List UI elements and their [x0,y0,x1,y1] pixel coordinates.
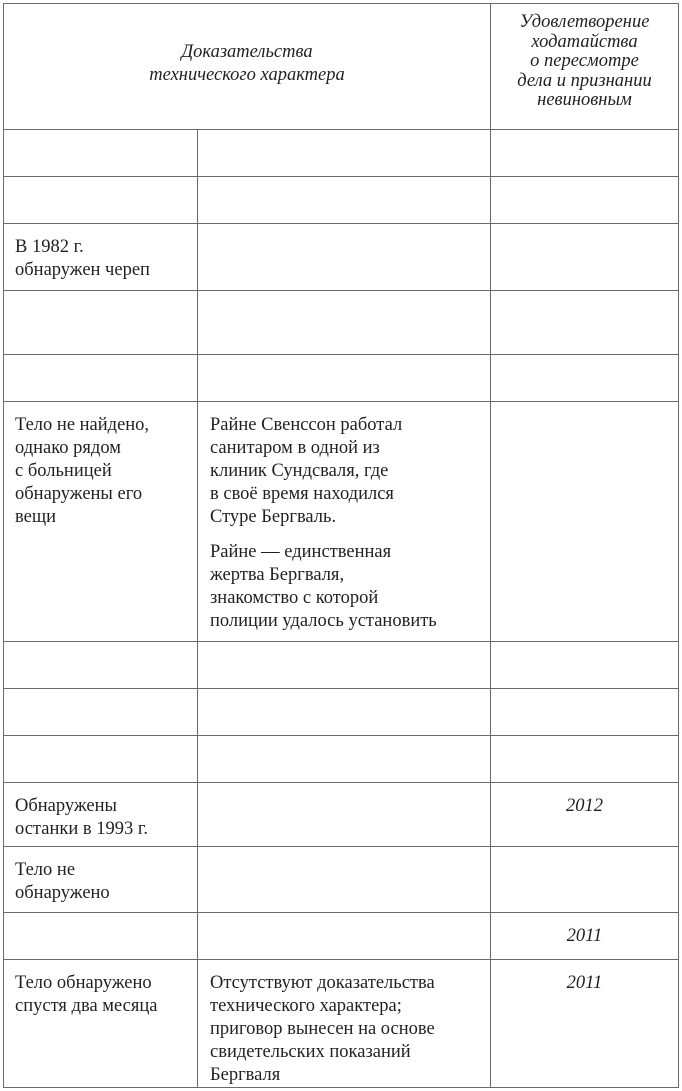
evidence-cell [4,291,198,354]
detail-cell [198,689,491,736]
year-cell [491,401,679,641]
year-cell [491,291,679,354]
detail-cell [198,130,491,177]
table-row [4,177,679,224]
evidence-cell [4,642,198,689]
year-cell [491,689,679,736]
header-line: невиновным [537,90,632,110]
table-row [4,847,679,912]
header-line: Удовлетворение [519,12,650,32]
year-cell [491,847,679,912]
evidence-cell [4,847,198,912]
detail-cell [198,736,491,783]
evidence-cell [4,736,198,783]
text-line: клиник Сундсваля, где [210,460,389,481]
paragraph [210,541,484,633]
text-line: приговор вынесен на основе [210,1018,435,1039]
text-line: В 1982 г. [15,237,84,258]
table-row [4,912,679,959]
evidence-cell [4,177,198,224]
text-line: с больницей [15,460,112,481]
retrial-header [491,4,679,130]
year-cell: 2011 [491,912,679,959]
table-row [4,689,679,736]
detail-cell [198,783,491,847]
header-line: технического характера [149,64,345,85]
evidence-cell [4,689,198,736]
evidence-cell [4,401,198,641]
detail-cell [198,847,491,912]
table-row [4,291,679,354]
text-line: технического характера; [210,995,402,1016]
year-cell: 2011 [491,959,679,1087]
year-cell [491,224,679,291]
table-row [4,783,679,847]
table-row [4,959,679,1087]
year-cell: 2012 [491,783,679,847]
text-line: Обнаружены [15,796,117,817]
text-line: знакомство с которой [210,587,379,608]
detail-cell [198,177,491,224]
evidence-cell [4,224,198,291]
text-line: Бергваля [210,1064,281,1085]
detail-cell [198,959,491,1087]
evidence-cell [4,912,198,959]
header-line: о пересмотре [530,51,639,71]
table-row [4,642,679,689]
text-line: спустя два месяца [15,995,158,1016]
detail-cell [198,912,491,959]
detail-cell [198,224,491,291]
table-row [4,130,679,177]
text-line: обнаружены его [15,483,143,504]
table-row [4,736,679,783]
table-row [4,224,679,291]
text-line: останки в 1993 г. [15,819,148,840]
evidence-cell [4,354,198,401]
text-line: Райне Свенссон работал [210,414,403,435]
text-line: Стуре Бергваль. [210,506,337,527]
text-line: обнаружен череп [15,260,150,281]
detail-cell [198,291,491,354]
evidence-cell [4,783,198,847]
text-line: вещи [15,506,56,527]
text-line: Райне — единственная [210,541,392,562]
detail-cell [198,401,491,641]
text-line: Тело не найдено, [15,414,150,435]
evidence-header [4,4,491,130]
detail-cell [198,642,491,689]
header-line: дела и признании [517,70,652,91]
paragraph [210,414,484,529]
text-line: санитаром в одной из [210,437,380,458]
evidence-cell [4,959,198,1087]
evidence-table [3,3,679,1088]
header-line: Доказательства [181,41,313,62]
text-line: обнаружено [15,883,110,904]
text-line: однако рядом [15,437,121,458]
year-cell [491,354,679,401]
text-line: полиции удалось установить [210,610,437,631]
year-cell [491,177,679,224]
year-cell [491,642,679,689]
text-line: Тело не [15,860,76,881]
header-row [4,4,679,130]
detail-cell [198,354,491,401]
evidence-cell [4,130,198,177]
table-row [4,401,679,641]
year-cell [491,130,679,177]
text-line: в своё время находился [210,483,394,504]
year-cell [491,736,679,783]
text-line: Тело обнаружено [15,972,152,993]
header-line: ходатайства [531,31,638,52]
text-line: свидетельских показаний [210,1041,411,1062]
table-row [4,354,679,401]
text-line: Отсутствуют доказательства [210,972,435,993]
text-line: жертва Бергваля, [210,564,345,585]
